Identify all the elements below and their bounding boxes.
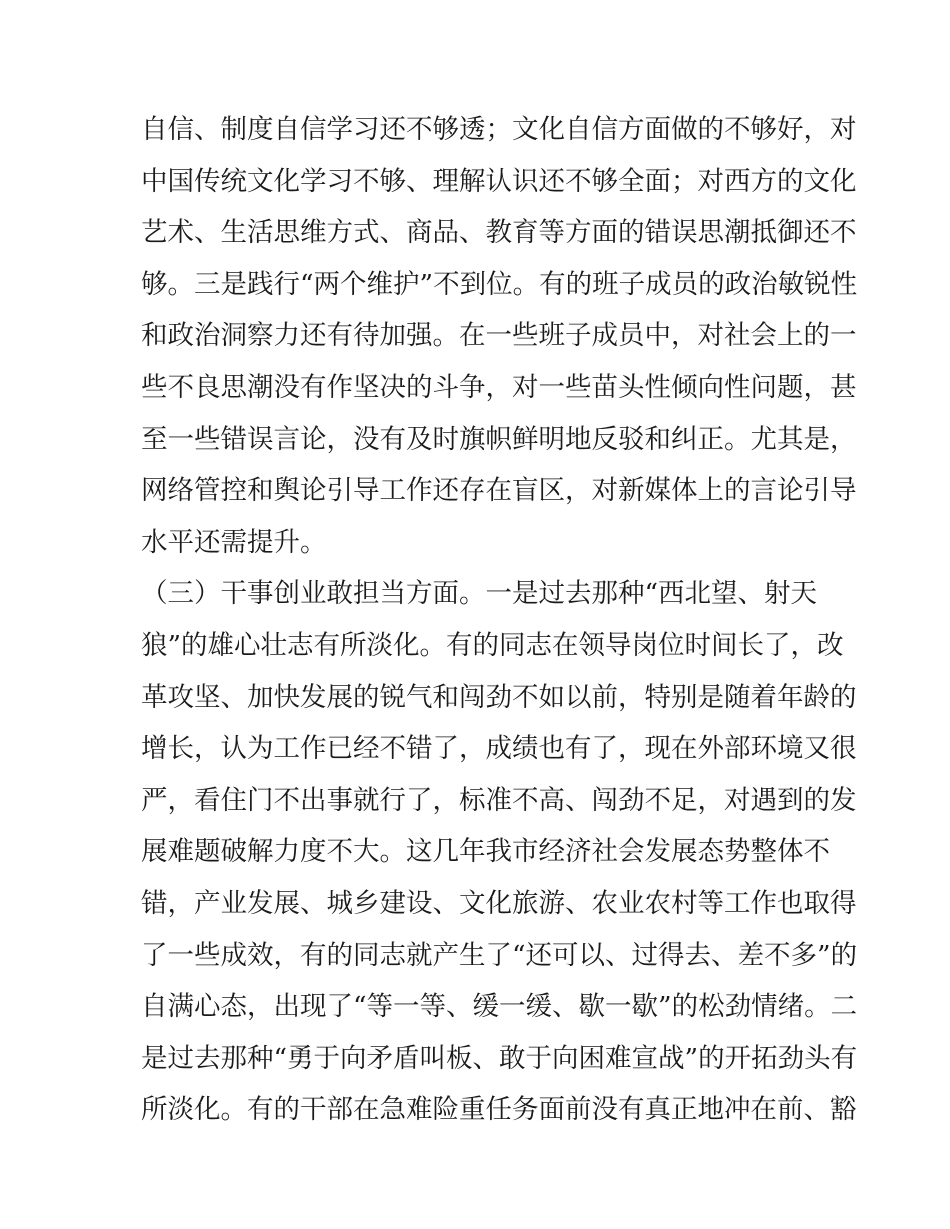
text-line: 了一些成效，有的同志就产生了“还可以、过得去、差不多”的 <box>141 939 858 971</box>
text-line: 错，产业发展、城乡建设、文化旅游、农业农村等工作也取得 <box>141 887 857 919</box>
section-heading-line: （三）干事创业敢担当方面。一是过去那种“西北望、射天 <box>141 578 818 610</box>
text-line: 水平还需提升。 <box>141 526 327 558</box>
text-line: 严，看住门不出事就行了，标准不高、闯劲不足，对遇到的发 <box>141 784 857 816</box>
body-text <box>141 104 858 1136</box>
text-line: 革攻坚、加快发展的锐气和闯劲不如以前，特别是随着年龄的 <box>141 681 857 713</box>
text-line: 艺术、生活思维方式、商品、教育等方面的错误思潮抵御还不 <box>141 217 857 249</box>
text-line: 和政治洞察力还有待加强。在一些班子成员中，对社会上的一 <box>141 320 857 352</box>
text-line: 狼”的雄心壮志有所淡化。有的同志在领导岗位时间长了，改 <box>141 629 844 661</box>
text-line: 些不良思潮没有作坚决的斗争，对一些苗头性倾向性问题，甚 <box>141 371 857 403</box>
text-line: 所淡化。有的干部在急难险重任务面前没有真正地冲在前、豁 <box>141 1094 857 1126</box>
text-line: 至一些错误言论，没有及时旗帜鲜明地反驳和纠正。尤其是， <box>141 423 857 455</box>
text-line: 展难题破解力度不大。这几年我市经济社会发展态势整体不 <box>141 836 830 868</box>
text-line: 中国传统文化学习不够、理解认识还不够全面；对西方的文化 <box>141 165 857 197</box>
text-line: 自满心态，出现了“等一等、缓一缓、歇一歇”的松劲情绪。二 <box>141 991 858 1023</box>
text-line: 自信、制度自信学习还不够透；文化自信方面做的不够好，对 <box>141 114 857 145</box>
text-line: 是过去那种“勇于向矛盾叫板、敢于向困难宣战”的开拓劲头有 <box>141 1042 858 1074</box>
text-line: 够。三是践行“两个维护”不到位。有的班子成员的政治敏锐性 <box>141 268 858 300</box>
text-line: 网络管控和舆论引导工作还存在盲区，对新媒体上的言论引导 <box>141 475 857 507</box>
text-line: 增长，认为工作已经不错了，成绩也有了，现在外部环境又很 <box>141 733 857 765</box>
